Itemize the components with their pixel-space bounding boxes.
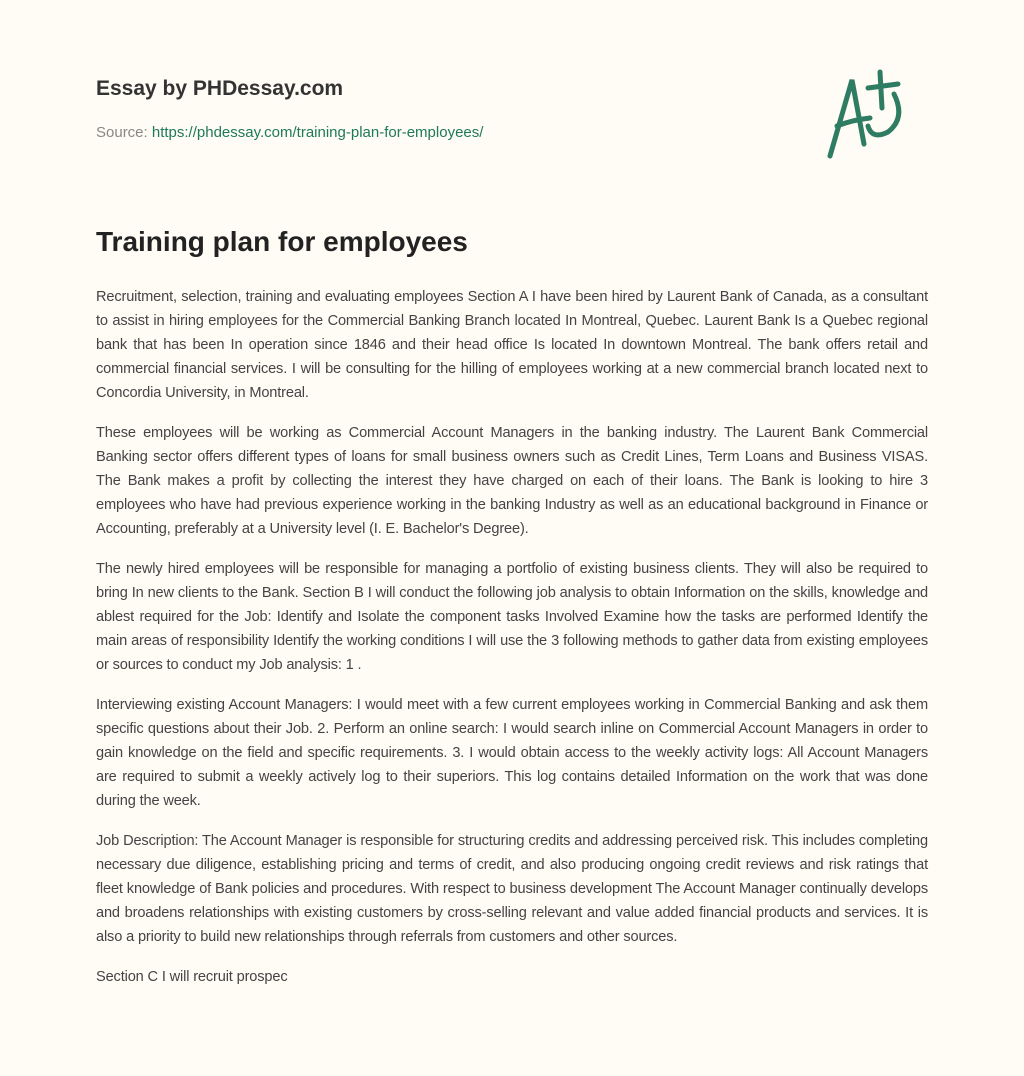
source-label: Source:: [96, 124, 148, 141]
source-line: [96, 124, 483, 141]
paragraph-truncated: Section C I will recruit prospec: [96, 969, 288, 985]
paragraph: The newly hired employees will be responsible for managing a portfolio of existing business clients. They will also be required to bring In new clients to the Bank. Section B I will conduct the following job analysis to obtain Information on the skills, knowledge and ablest required for the Job: Identify and Isolate the component tasks Involved Examine how the tasks are performed Identify the main areas of responsibility Identify the working conditions I will use the 3 following methods to gather data from existing employees or sources to conduct my Job analysis: 1 .: [96, 561, 928, 673]
source-link[interactable]: https://phdessay.com/training-plan-for-employees/: [151, 124, 484, 141]
a-plus-logo-icon: [822, 68, 932, 164]
site-title: Essay by PHDessay.com: [96, 77, 344, 100]
paragraph: Job Description: The Account Manager is responsible for structuring credits and addressing perceived risk. This includes completing necessary due diligence, establishing pricing and terms of credit, and also producing ongoing credit reviews and risk ratings that fleet knowledge of Bank policies and procedures. With respect to business development The Account Manager continually develops and broadens relationships with existing customers by cross-selling relevant and value added financial products and services. It is also a priority to build new relationships through referrals from customers and other sources.: [96, 833, 928, 945]
paragraph: These employees will be working as Commercial Account Managers in the banking industry. The Laurent Bank Commercial Banking sector offers different types of loans for small business owners such as Credit Lines, Term Loans and Business VISAS. The Bank makes a profit by collecting the interest they have charged on each of their loans. The Bank is looking to hire 3 employees who have had previous experience working in the banking Industry as well as an educational background in Finance or Accounting, preferably at a University level (I. E. Bachelor's Degree).: [96, 425, 928, 537]
essay-body: [96, 285, 928, 1005]
document-title: Training plan for employees: [96, 226, 468, 257]
paragraph: Interviewing existing Account Managers: I would meet with a few current employees working in Commercial Banking and ask them specific questions about their Job. 2. Perform an online search: I would search inline on Commercial Account Managers in order to gain knowledge on the field and specific requirements. 3. I would obtain access to the weekly activity logs: All Account Managers are required to submit a weekly actively log to their superiors. This log contains detailed Information on the work that was done during the week.: [96, 697, 928, 809]
paragraph: Recruitment, selection, training and evaluating employees Section A I have been hired by Laurent Bank of Canada, as a consultant to assist in hiring employees for the Commercial Banking Branch located In Montreal, Quebec. Laurent Bank Is a Quebec regional bank that has been In operation since 1846 and their head office Is located In downtown Montreal. The bank offers retail and commercial financial services. I will be consulting for the hilling of employees working at a new commercial branch located next to Concordia University, in Montreal.: [96, 289, 928, 401]
